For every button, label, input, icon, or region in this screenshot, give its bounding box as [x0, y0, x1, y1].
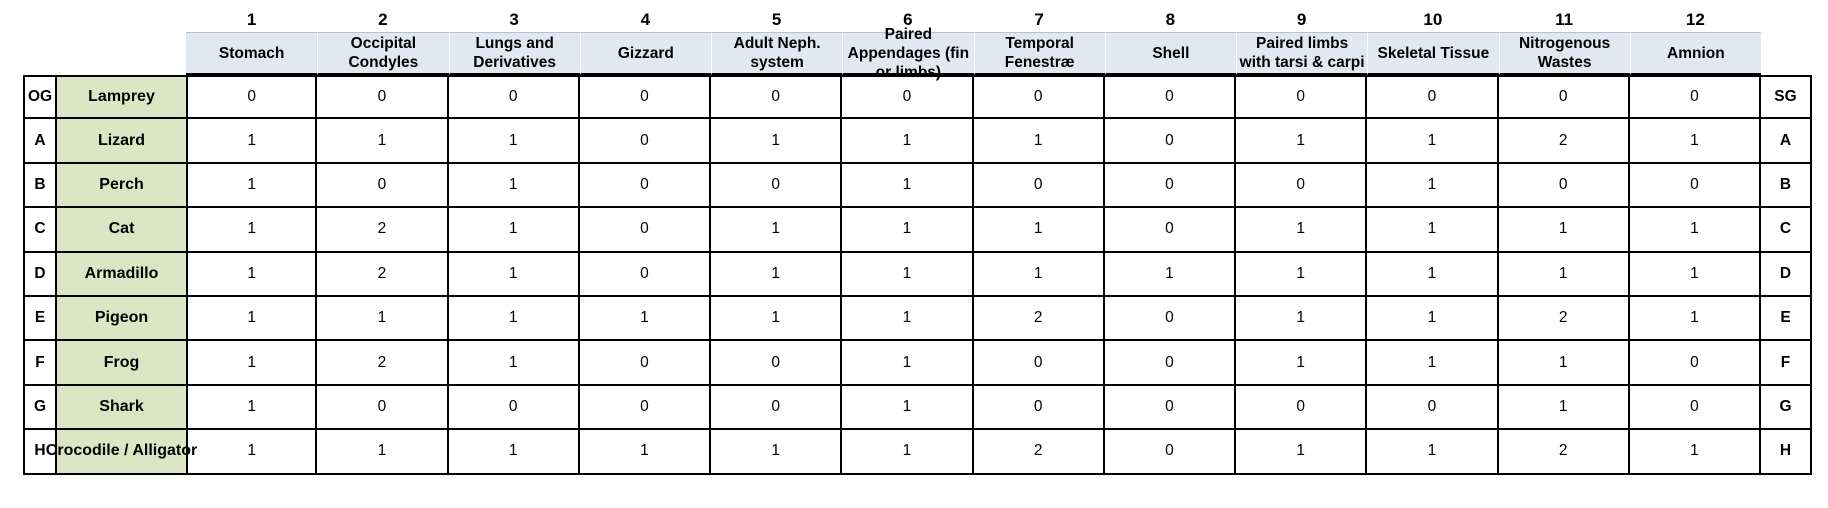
matrix-cell[interactable]: 0: [580, 164, 711, 208]
matrix-cell[interactable]: 1: [580, 430, 711, 474]
column-number: 1: [246, 10, 257, 29]
row-label-right: H: [1761, 430, 1812, 474]
row-label: A: [23, 119, 57, 163]
matrix-cell[interactable]: 1: [842, 297, 973, 341]
matrix-cell[interactable]: 1: [974, 119, 1105, 163]
column-number: 2: [378, 10, 388, 29]
taxon-name: Lizard: [57, 119, 186, 163]
matrix-cell[interactable]: 1: [842, 119, 973, 163]
taxon-name: Lamprey: [57, 75, 186, 119]
character-header: Gizzard: [580, 32, 711, 75]
matrix-cell[interactable]: 2: [974, 430, 1105, 474]
matrix-cell[interactable]: 1: [1630, 208, 1761, 252]
matrix-cell[interactable]: 0: [711, 341, 842, 385]
row-label-right: SG: [1761, 75, 1812, 119]
matrix-cell[interactable]: 1: [186, 297, 317, 341]
column-number: 8: [1165, 10, 1176, 29]
character-header: Adult Neph. system: [711, 32, 842, 75]
matrix-cell[interactable]: 0: [1105, 119, 1236, 163]
matrix-cell[interactable]: 1: [449, 341, 580, 385]
row-label: C: [23, 208, 57, 252]
matrix-cell[interactable]: 1: [317, 430, 448, 474]
matrix-cell[interactable]: 2: [317, 208, 448, 252]
matrix-cell[interactable]: 2: [317, 341, 448, 385]
row-label-right: B: [1761, 164, 1812, 208]
matrix-cell[interactable]: 1: [1367, 341, 1498, 385]
matrix-cell[interactable]: 1: [1105, 253, 1236, 297]
character-header: Temporal Fenestræ: [974, 32, 1105, 75]
matrix-cell[interactable]: 0: [1630, 75, 1761, 119]
row-label: H: [23, 430, 57, 474]
row-label: OG: [23, 75, 57, 119]
character-header: Occipital Condyles: [317, 32, 448, 75]
row-label-right: G: [1761, 386, 1812, 430]
matrix-cell[interactable]: 0: [1105, 75, 1236, 119]
matrix-cell[interactable]: 1: [1236, 119, 1367, 163]
column-number: 10: [1423, 10, 1443, 29]
matrix-cell[interactable]: 1: [1367, 208, 1498, 252]
matrix-cell[interactable]: 1: [449, 253, 580, 297]
matrix-cell[interactable]: 0: [711, 75, 842, 119]
matrix-cell[interactable]: 0: [1105, 297, 1236, 341]
row-label: D: [23, 253, 57, 297]
row-label: B: [23, 164, 57, 208]
column-number: 9: [1296, 10, 1307, 29]
row-label-right: F: [1761, 341, 1812, 385]
matrix-cell[interactable]: 0: [1105, 386, 1236, 430]
matrix-cell[interactable]: 1: [1236, 253, 1367, 297]
matrix-cell[interactable]: 0: [974, 341, 1105, 385]
matrix-cell[interactable]: 1: [1367, 297, 1498, 341]
matrix-cell[interactable]: 0: [711, 164, 842, 208]
matrix-cell[interactable]: 1: [1236, 208, 1367, 252]
matrix-cell[interactable]: 1: [711, 253, 842, 297]
matrix-cell[interactable]: 0: [974, 164, 1105, 208]
matrix-cell[interactable]: 1: [186, 386, 317, 430]
matrix-cell[interactable]: 0: [974, 75, 1105, 119]
matrix-cell[interactable]: 1: [1499, 341, 1630, 385]
matrix-cell[interactable]: 1: [186, 253, 317, 297]
matrix-cell[interactable]: 1: [186, 119, 317, 163]
matrix-cell[interactable]: 0: [1105, 430, 1236, 474]
matrix-cell[interactable]: 0: [580, 253, 711, 297]
matrix-cell[interactable]: 1: [842, 341, 973, 385]
matrix-cell[interactable]: 1: [1367, 253, 1498, 297]
matrix-cell[interactable]: 2: [317, 253, 448, 297]
row-label-right: D: [1761, 253, 1812, 297]
matrix-cell[interactable]: 0: [317, 164, 448, 208]
character-header: Nitrogenous Wastes: [1499, 32, 1630, 75]
matrix-cell[interactable]: 0: [449, 386, 580, 430]
matrix-cell[interactable]: 0: [317, 386, 448, 430]
row-label: F: [23, 341, 57, 385]
matrix-cell[interactable]: 1: [1630, 119, 1761, 163]
matrix-cell[interactable]: 2: [974, 297, 1105, 341]
matrix-cell[interactable]: 1: [842, 208, 973, 252]
matrix-cell[interactable]: 1: [974, 208, 1105, 252]
matrix-cell[interactable]: 1: [1630, 430, 1761, 474]
matrix-cell[interactable]: 1: [449, 430, 580, 474]
taxon-name: Shark: [57, 386, 186, 430]
matrix-cell[interactable]: 0: [580, 119, 711, 163]
matrix-cell[interactable]: 2: [1499, 297, 1630, 341]
matrix-cell[interactable]: 1: [1630, 253, 1761, 297]
column-number: 6: [903, 10, 913, 29]
matrix-cell[interactable]: 0: [580, 75, 711, 119]
matrix-cell[interactable]: 1: [1499, 208, 1630, 252]
matrix-cell[interactable]: 1: [186, 341, 317, 385]
matrix-cell[interactable]: 0: [1630, 386, 1761, 430]
matrix-cell[interactable]: 0: [317, 75, 448, 119]
column-number: 3: [509, 10, 519, 29]
taxon-name: Frog: [57, 341, 186, 385]
matrix-cell[interactable]: 1: [449, 119, 580, 163]
character-header: Lungs and Derivatives: [449, 32, 580, 75]
matrix-cell[interactable]: 1: [580, 297, 711, 341]
character-header: Paired limbs with tarsi & carpi: [1236, 32, 1367, 75]
matrix-cell[interactable]: 0: [842, 75, 973, 119]
matrix-cell[interactable]: 1: [1367, 430, 1498, 474]
matrix-cell[interactable]: 1: [449, 297, 580, 341]
matrix-cell[interactable]: 1: [711, 119, 842, 163]
matrix-cell[interactable]: 1: [842, 253, 973, 297]
matrix-cell[interactable]: 0: [449, 75, 580, 119]
matrix-cell[interactable]: 1: [1367, 164, 1498, 208]
matrix-cell[interactable]: 1: [1236, 341, 1367, 385]
row-label: G: [23, 386, 57, 430]
matrix-cell[interactable]: 2: [1499, 430, 1630, 474]
character-header: Stomach: [186, 32, 317, 75]
row-label-right: E: [1761, 297, 1812, 341]
matrix-cell[interactable]: 0: [974, 386, 1105, 430]
row-label: E: [23, 297, 57, 341]
character-header: Amnion: [1630, 32, 1761, 75]
row-label-right: A: [1761, 119, 1812, 163]
column-number: 12: [1685, 10, 1705, 29]
matrix-cell[interactable]: 0: [1105, 208, 1236, 252]
matrix-cell[interactable]: 1: [1236, 430, 1367, 474]
matrix-cell[interactable]: 0: [580, 341, 711, 385]
matrix-cell[interactable]: 0: [1630, 164, 1761, 208]
matrix-cell[interactable]: 1: [1499, 386, 1630, 430]
matrix-cell[interactable]: 0: [580, 208, 711, 252]
matrix-cell[interactable]: 1: [1499, 253, 1630, 297]
matrix-cell[interactable]: 1: [186, 208, 317, 252]
taxon-name: Cat: [57, 208, 186, 252]
matrix-cell[interactable]: 0: [1236, 386, 1367, 430]
character-header: Paired Appendages (fin or limbs): [842, 32, 973, 75]
taxon-name: Crocodile / Alligator: [57, 430, 186, 474]
matrix-cell[interactable]: 1: [449, 208, 580, 252]
row-label-right: C: [1761, 208, 1812, 252]
matrix-cell[interactable]: 0: [1367, 386, 1498, 430]
column-number: 4: [640, 10, 651, 29]
matrix-cell[interactable]: 1: [186, 430, 317, 474]
matrix-cell[interactable]: 1: [1630, 297, 1761, 341]
matrix-cell[interactable]: 0: [1630, 341, 1761, 385]
matrix-cell[interactable]: 0: [1105, 164, 1236, 208]
taxon-name: Perch: [57, 164, 186, 208]
matrix-cell[interactable]: 0: [580, 386, 711, 430]
matrix-cell[interactable]: 0: [1499, 164, 1630, 208]
matrix-cell[interactable]: 1: [711, 430, 842, 474]
matrix-cell[interactable]: 0: [1105, 341, 1236, 385]
matrix-cell[interactable]: 1: [842, 164, 973, 208]
matrix-cell[interactable]: 1: [711, 208, 842, 252]
matrix-cell[interactable]: 2: [1499, 119, 1630, 163]
taxon-name: Armadillo: [57, 253, 186, 297]
column-number: 5: [771, 10, 782, 29]
matrix-cell[interactable]: 0: [711, 386, 842, 430]
matrix-cell[interactable]: 1: [1367, 119, 1498, 163]
matrix-cell[interactable]: 1: [317, 119, 448, 163]
matrix-cell[interactable]: 1: [974, 253, 1105, 297]
column-number: 11: [1555, 10, 1574, 29]
matrix-cell[interactable]: 0: [1236, 164, 1367, 208]
matrix-cell[interactable]: 1: [317, 297, 448, 341]
matrix-cell[interactable]: 1: [449, 164, 580, 208]
matrix-cell[interactable]: 1: [186, 164, 317, 208]
character-header: Skeletal Tissue: [1367, 32, 1498, 75]
matrix-cell[interactable]: 1: [842, 430, 973, 474]
taxon-name: Pigeon: [57, 297, 186, 341]
column-number: 7: [1034, 10, 1044, 29]
character-header: Shell: [1105, 32, 1236, 75]
matrix-cell[interactable]: 1: [711, 297, 842, 341]
matrix-cell[interactable]: 0: [1499, 75, 1630, 119]
matrix-cell[interactable]: 0: [1236, 75, 1367, 119]
matrix-cell[interactable]: 0: [186, 75, 317, 119]
matrix-cell[interactable]: 1: [842, 386, 973, 430]
matrix-cell[interactable]: 1: [1236, 297, 1367, 341]
matrix-cell[interactable]: 0: [1367, 75, 1498, 119]
